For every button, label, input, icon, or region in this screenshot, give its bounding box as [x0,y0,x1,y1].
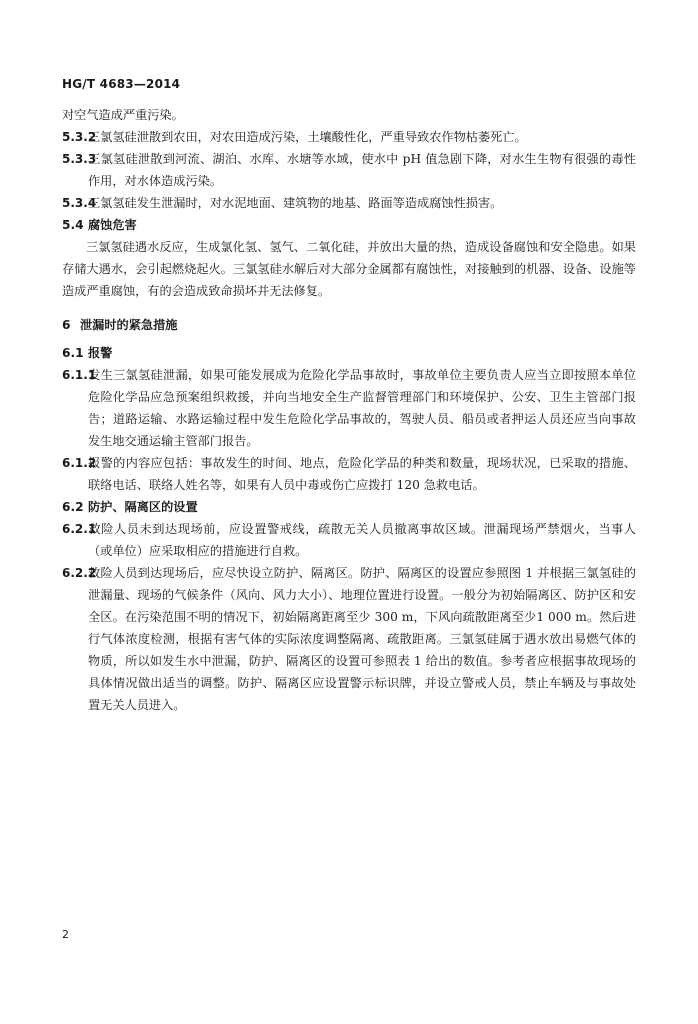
clause-number: 6.1.2 [62,456,97,470]
section-heading-6-1 [62,342,636,364]
clause-6-1-2 [62,452,636,496]
section-number: 6.2 [62,500,84,514]
clause-text: 三氯氢硅泄散到农田，对农田造成污染，土壤酸性化，严重导致农作物枯萎死亡。 [88,130,527,144]
clause-text: 救险人员到达现场后，应尽快设立防护、隔离区。防护、隔离区的设置应参照图 1 并根据三氯氢硅的泄漏量、现场的气候条件（风向、风力大小）、地理位置进行设置。一般分为初始隔离区、防护区和安全区。在污染范围不明的情况下，初始隔离距离至少 300 m，下风向疏散距离至少1 000 m。然后进行气体浓度检测，根据有害气体的实际浓度调整隔离、疏散距离。三氯氢硅属于遇水放出易燃气体的物质，所以如发生水中泄漏，防护、隔离区的设置可参照表 1 给出的数值。参考者应根据事故现场的具体情况做出适当的调整。防护、隔离区应设置警示标识牌，并设立警戒人员，禁止车辆及与事故处置无关人员进入。 [88,566,636,712]
paragraph-corrosion-hazard: 三氯氢硅遇水反应，生成氯化氢、氢气、二氧化硅，并放出大量的热，造成设备腐蚀和安全隐患。如果存储大遇水，会引起燃烧起火。三氯氢硅水解后对大部分金属都有腐蚀性，对接触到的机器、设备、设施等造成严重腐蚀，有的会造成致命损坏并无法修复。 [62,240,636,298]
page-number: 2 [62,928,69,941]
paragraph-continuation: 对空气造成严重污染。 [62,108,184,122]
document-body [62,104,636,716]
clause-number: 6.2.1 [62,522,97,536]
section-number: 5.4 [62,218,84,232]
chapter-heading-6 [62,314,636,336]
clause-5-3-3 [62,148,636,192]
clause-text: 报警的内容应包括：事故发生的时间、地点，危险化学品的种类和数量，现场状况，已采取的措施、联络电话、联络人姓名等，如果有人员中毒或伤亡应拨打 120 急救电话。 [88,456,636,492]
clause-6-2-1 [62,518,636,562]
section-title: 防护、隔离区的设置 [88,500,198,514]
section-heading-6-2 [62,496,636,518]
clause-number: 5.3.4 [62,196,97,210]
clause-5-3-2 [62,126,636,148]
clause-text: 发生三氯氢硅泄漏，如果可能发展成为危险化学品事故时，事故单位主要负责人应当立即按照本单位危险化学品应急预案组织救援，并向当地安全生产监督管理部门和环境保护、公安、卫生主管部门报告；道路运输、水路运输过程中发生危险化学品事故的，驾驶人员、船员或者押运人员还应当向事故发生地交通运输主管部门报告。 [88,368,636,448]
section-title: 腐蚀危害 [88,218,137,232]
clause-5-3-4 [62,192,636,214]
standard-code-header: HG/T 4683—2014 [62,77,181,91]
section-title: 报警 [88,346,113,360]
clause-number: 5.3.2 [62,130,97,144]
chapter-number: 6 [62,318,71,332]
clause-number: 5.3.3 [62,152,97,166]
clause-number: 6.1.1 [62,368,97,382]
clause-6-2-2 [62,562,636,716]
clause-6-1-1 [62,364,636,452]
section-number: 6.1 [62,346,84,360]
chapter-title: 泄漏时的紧急措施 [80,318,178,332]
clause-text: 三氯氢硅发生泄漏时，对水泥地面、建筑物的地基、路面等造成腐蚀性损害。 [88,196,503,210]
clause-text: 三氯氢硅泄散到河流、湖泊、水库、水塘等水域，使水中 pH 值急剧下降，对水生生物有很强的毒性作用，对水体造成污染。 [88,152,636,188]
clause-number: 6.2.2 [62,566,97,580]
section-heading-5-4 [62,214,636,236]
clause-text: 救险人员未到达现场前，应设置警戒线，疏散无关人员撤离事故区域。泄漏现场严禁烟火，当事人（或单位）应采取相应的措施进行自救。 [88,522,636,558]
